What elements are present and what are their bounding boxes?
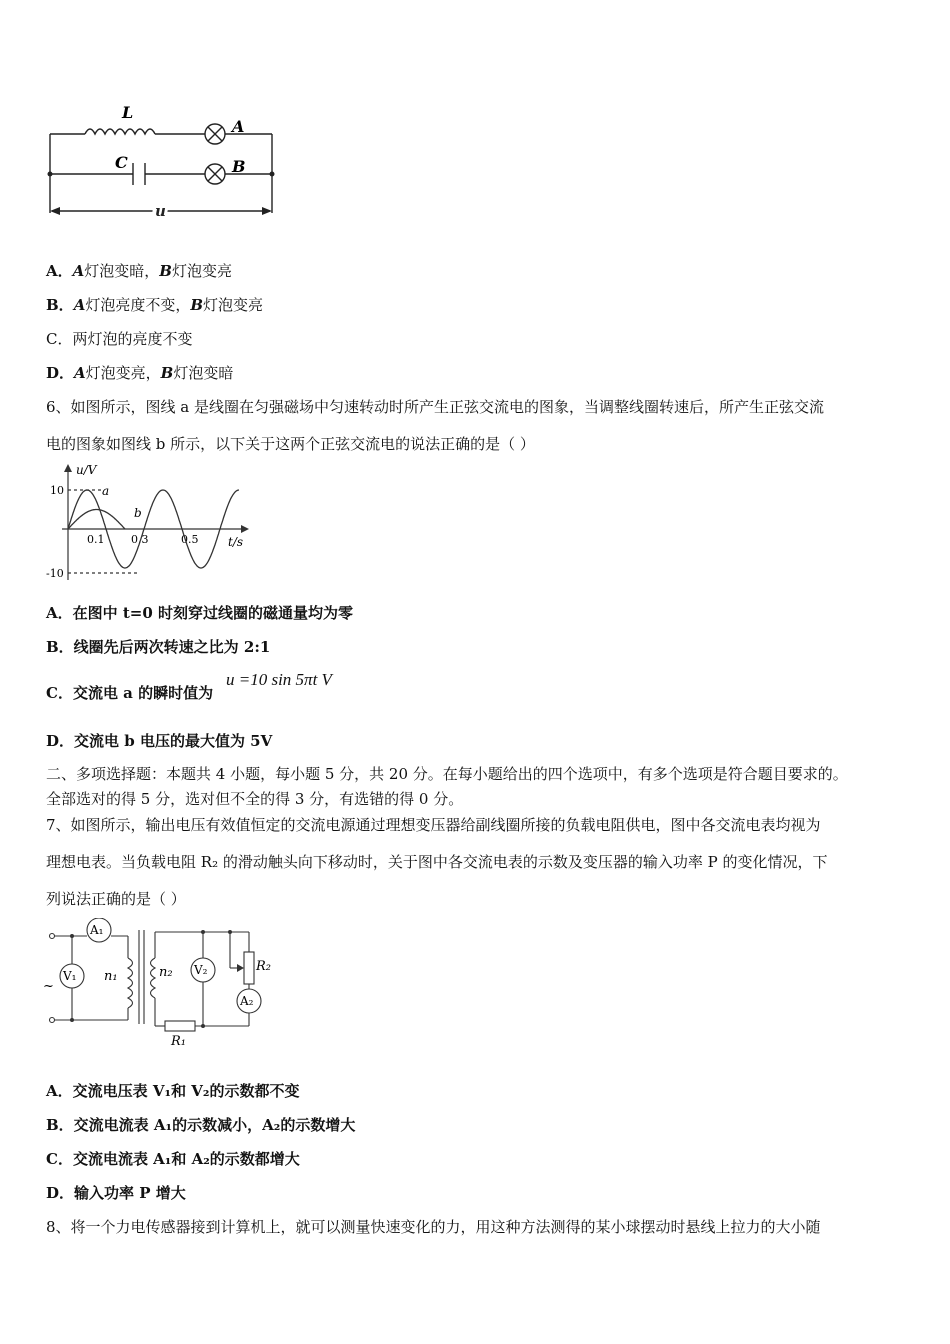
option-letter: B． (46, 296, 74, 314)
q7-option-d[interactable]: D．输入功率 P 增大 (46, 1184, 186, 1202)
graph-x-tick: 0.5 (181, 533, 199, 546)
voltmeter-v2-label: V₂ (194, 963, 208, 977)
q7-stem-line2: 理想电表。当负载电阻 R₂ 的滑动触头向下移动时，关于图中各交流电表的示数及变压器的输入功率 P 的变化情况，下 (46, 853, 828, 871)
ammeter-a1-label: A₁ (90, 923, 104, 937)
option-text: 灯泡变亮 (203, 296, 264, 314)
graph-ylabel: u/V (76, 463, 97, 477)
lamp-b-ref: B (160, 364, 174, 382)
q5-option-d[interactable] (46, 363, 233, 383)
label-voltage-u: u (155, 202, 166, 220)
resistor-r2-label: R₂ (256, 959, 271, 974)
graph-xlabel: t/s (228, 535, 244, 549)
q7-stem-line3: 列说法正确的是（ ） (46, 890, 186, 908)
label-inductor: L (122, 103, 134, 122)
lamp-a-ref: A (73, 296, 86, 314)
curve-b-line (68, 510, 125, 530)
lc-circuit-figure (40, 100, 290, 225)
voltmeter-v1-label: V₁ (63, 969, 77, 983)
ammeter-a2-label: A₂ (240, 994, 254, 1008)
option-letter: A． (46, 262, 73, 280)
q5-option-c[interactable]: C．两灯泡的亮度不变 (46, 330, 193, 348)
coil-n1-label: n₁ (104, 969, 118, 984)
q6-option-b[interactable]: B．线圈先后两次转速之比为 2:1 (46, 638, 271, 656)
option-text: 灯泡变亮， (85, 364, 161, 382)
graph-y-top: 10 (50, 484, 64, 497)
q7-stem-line1: 7、如图所示，输出电压有效值恒定的交流电源通过理想变压器给副线圈所接的负载电阻供电，图中各交流电表均视为 (46, 816, 821, 834)
lamp-a-ref: A (74, 364, 86, 382)
option-text: 灯泡变亮 (171, 262, 232, 280)
coil-n2-label: n₂ (159, 965, 173, 980)
q6-option-c-formula: u =10 sin 5πt V (226, 670, 332, 689)
q6-stem-line1: 6、如图所示，图线 a 是线圈在匀强磁场中匀速转动时所产生正弦交流电的图象，当调整线圈转速后，所产生正弦交流 (46, 398, 825, 416)
graph-x-tick: 0.3 (131, 533, 149, 546)
q5-option-b[interactable] (46, 295, 263, 315)
q7-option-c[interactable]: C．交流电流表 A₁和 A₂的示数都增大 (46, 1150, 300, 1168)
q6-sine-graph (40, 462, 260, 587)
option-text: 灯泡亮度不变， (85, 296, 191, 314)
label-lamp-a: A (232, 117, 245, 136)
label-capacitor: C (115, 153, 128, 172)
q6-option-c[interactable]: C．交流电 a 的瞬时值为 (46, 684, 214, 702)
q5-option-a[interactable] (46, 261, 232, 281)
q6-option-d[interactable]: D．交流电 b 电压的最大值为 5V (46, 732, 273, 750)
lamp-b-ref: B (190, 296, 204, 314)
label-lamp-b: B (232, 157, 246, 176)
lamp-b-ref: B (159, 262, 172, 280)
q6-option-a[interactable]: A．在图中 t=0 时刻穿过线圈的磁通量均为零 (46, 604, 354, 622)
ac-source-symbol: ~ (43, 979, 54, 994)
curve-a-label: a (102, 484, 110, 498)
q8-stem-line1: 8、将一个力电传感器接到计算机上，就可以测量快速变化的力，用这种方法测得的某小球摆动时悬线上拉力的大小随 (46, 1218, 821, 1236)
graph-x-tick: 0.1 (87, 533, 105, 546)
option-text: 灯泡变暗 (173, 364, 234, 382)
resistor-r1-label: R₁ (171, 1034, 186, 1048)
section2-instructions-line2: 全部选对的得 5 分，选对但不全的得 3 分，有选错的得 0 分。 (46, 790, 464, 808)
section2-instructions-line1: 二、多项选择题：本题共 4 小题，每小题 5 分，共 20 分。在每小题给出的四个选项中，有多个选项是符合题目要求的。 (46, 765, 848, 783)
graph-y-bottom: -10 (46, 567, 64, 580)
transformer-circuit-figure (40, 918, 280, 1048)
option-letter: D． (46, 364, 75, 382)
q6-stem-line2: 电的图象如图线 b 所示，以下关于这两个正弦交流电的说法正确的是（ ） (46, 435, 535, 453)
option-text: 灯泡变暗， (84, 262, 160, 280)
curve-b-label: b (134, 506, 142, 520)
q7-option-b[interactable]: B．交流电流表 A₁的示数减小，A₂的示数增大 (46, 1116, 356, 1134)
lamp-a-ref: A (72, 262, 85, 280)
q7-option-a[interactable]: A．交流电压表 V₁和 V₂的示数都不变 (46, 1082, 300, 1100)
